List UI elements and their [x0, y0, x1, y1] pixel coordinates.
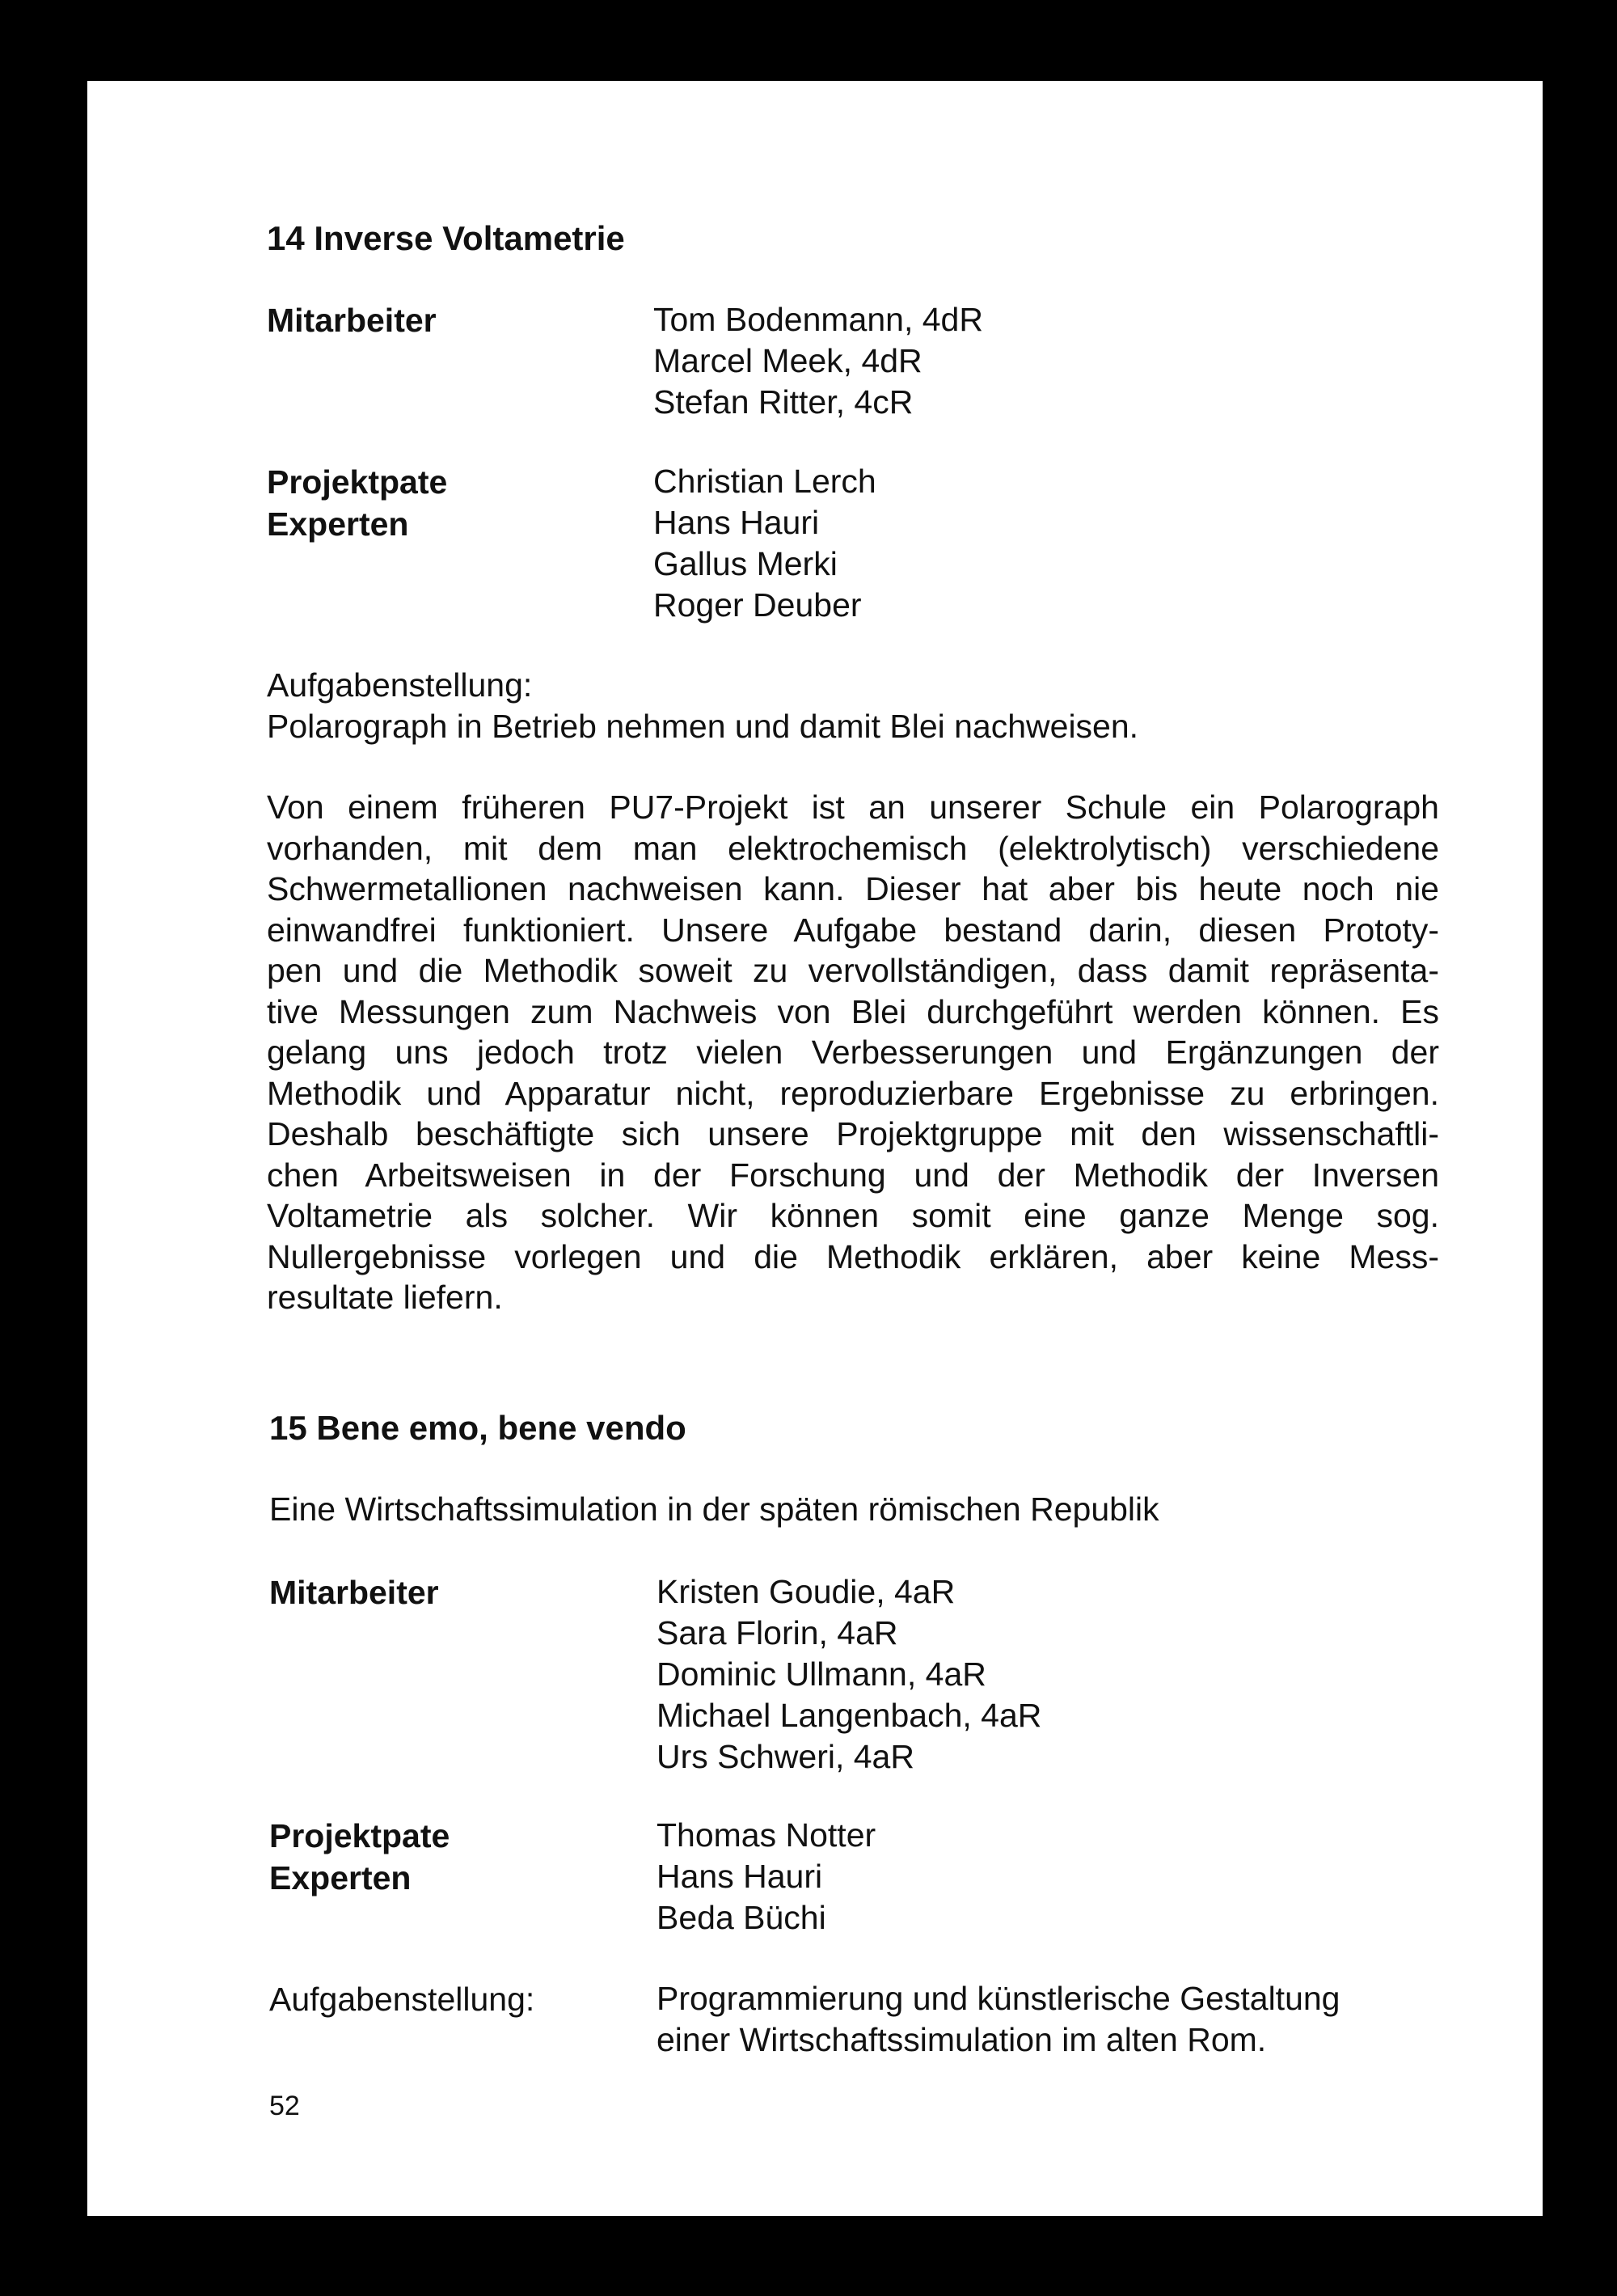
expert-name: Beda Büchi [657, 1899, 826, 1936]
body-line: Nullergebnisse vorlegen und die Methodik erklären, aber keine Mess- [267, 1237, 1439, 1275]
section-14-staff-list [653, 299, 983, 423]
section-15-sponsor-labels [269, 1815, 450, 1899]
task-text: Polarograph in Betrieb nehmen und damit Blei nachweisen. [267, 708, 1139, 745]
task-label: Aufgabenstellung: [267, 666, 533, 704]
staff-name: Urs Schweri, 4aR [657, 1738, 914, 1775]
body-line: pen und die Methodik soweit zu vervollständigen, dass damit repräsenta- [267, 952, 1439, 989]
body-line: tive Messungen zum Nachweis von Blei durchgeführt werden können. Es [267, 992, 1439, 1030]
sponsor-label: Projektpate [267, 463, 448, 501]
section-15-staff-label: Mitarbeiter [269, 1574, 439, 1611]
experts-label: Experten [269, 1859, 412, 1896]
staff-name: Kristen Goudie, 4aR [657, 1573, 956, 1610]
section-14-task [267, 665, 1138, 747]
section-14-staff-label: Mitarbeiter [267, 302, 437, 339]
section-15-subtitle: Eine Wirtschaftssimulation in der späten römischen Republik [269, 1490, 1159, 1528]
body-line: Deshalb beschäftigte sich unsere Projektgruppe mit den wissenschaftli- [267, 1115, 1439, 1152]
expert-name: Roger Deuber [653, 586, 862, 624]
body-line: Methodik und Apparatur nicht, reproduzierbare Ergebnisse zu erbringen. [267, 1074, 1439, 1112]
staff-name: Marcel Meek, 4dR [653, 342, 922, 379]
section-15-task-label: Aufgabenstellung: [269, 1981, 535, 2018]
sponsor-label: Projektpate [269, 1817, 450, 1854]
body-line: Voltametrie als solcher. Wir können somit eine ganze Menge sog. [267, 1197, 1439, 1234]
body-line: vorhanden, mit dem man elektrochemisch (elektrolytisch) verschiedene [267, 829, 1439, 867]
expert-name: Hans Hauri [657, 1858, 823, 1895]
body-line: Schwermetallionen nachweisen kann. Dieser hat aber bis heute noch nie [267, 870, 1439, 907]
body-line: Von einem früheren PU7-Projekt ist an unserer Schule ein Polarograph [267, 789, 1439, 826]
section-14-experts-list [653, 461, 876, 626]
expert-name: Gallus Merki [653, 545, 838, 582]
staff-name: Sara Florin, 4aR [657, 1614, 898, 1651]
staff-name: Michael Langenbach, 4aR [657, 1697, 1042, 1734]
section-14-body [267, 787, 1439, 1318]
staff-name: Stefan Ritter, 4cR [653, 383, 914, 421]
section-15-heading: 15 Bene emo, bene vendo [269, 1409, 686, 1447]
expert-name: Christian Lerch [653, 463, 876, 500]
body-line: gelang uns jedoch trotz vielen Verbesserungen und Ergänzungen der [267, 1034, 1439, 1071]
staff-name: Dominic Ullmann, 4aR [657, 1655, 986, 1693]
body-line: resultate liefern. [267, 1279, 503, 1316]
task-line: Programmierung und künstlerische Gestaltung [657, 1980, 1340, 2017]
experts-label: Experten [267, 505, 409, 543]
section-15-staff-list [657, 1571, 1041, 1778]
body-line: einwandfrei funktioniert. Unsere Aufgabe bestand darin, diesen Prototy- [267, 911, 1439, 949]
section-15-experts-list [657, 1815, 876, 1939]
expert-name: Thomas Notter [657, 1816, 876, 1854]
section-14-heading: 14 Inverse Voltametrie [267, 219, 625, 257]
task-line: einer Wirtschaftssimulation im alten Rom. [657, 2021, 1267, 2058]
section-15-task [657, 1978, 1340, 2061]
staff-name: Tom Bodenmann, 4dR [653, 301, 983, 338]
body-line: chen Arbeitsweisen in der Forschung und der Methodik der Inversen [267, 1156, 1439, 1194]
section-14-sponsor-labels [267, 461, 447, 545]
document-page [87, 81, 1543, 2216]
page-number: 52 [269, 2091, 300, 2121]
expert-name: Hans Hauri [653, 504, 820, 541]
